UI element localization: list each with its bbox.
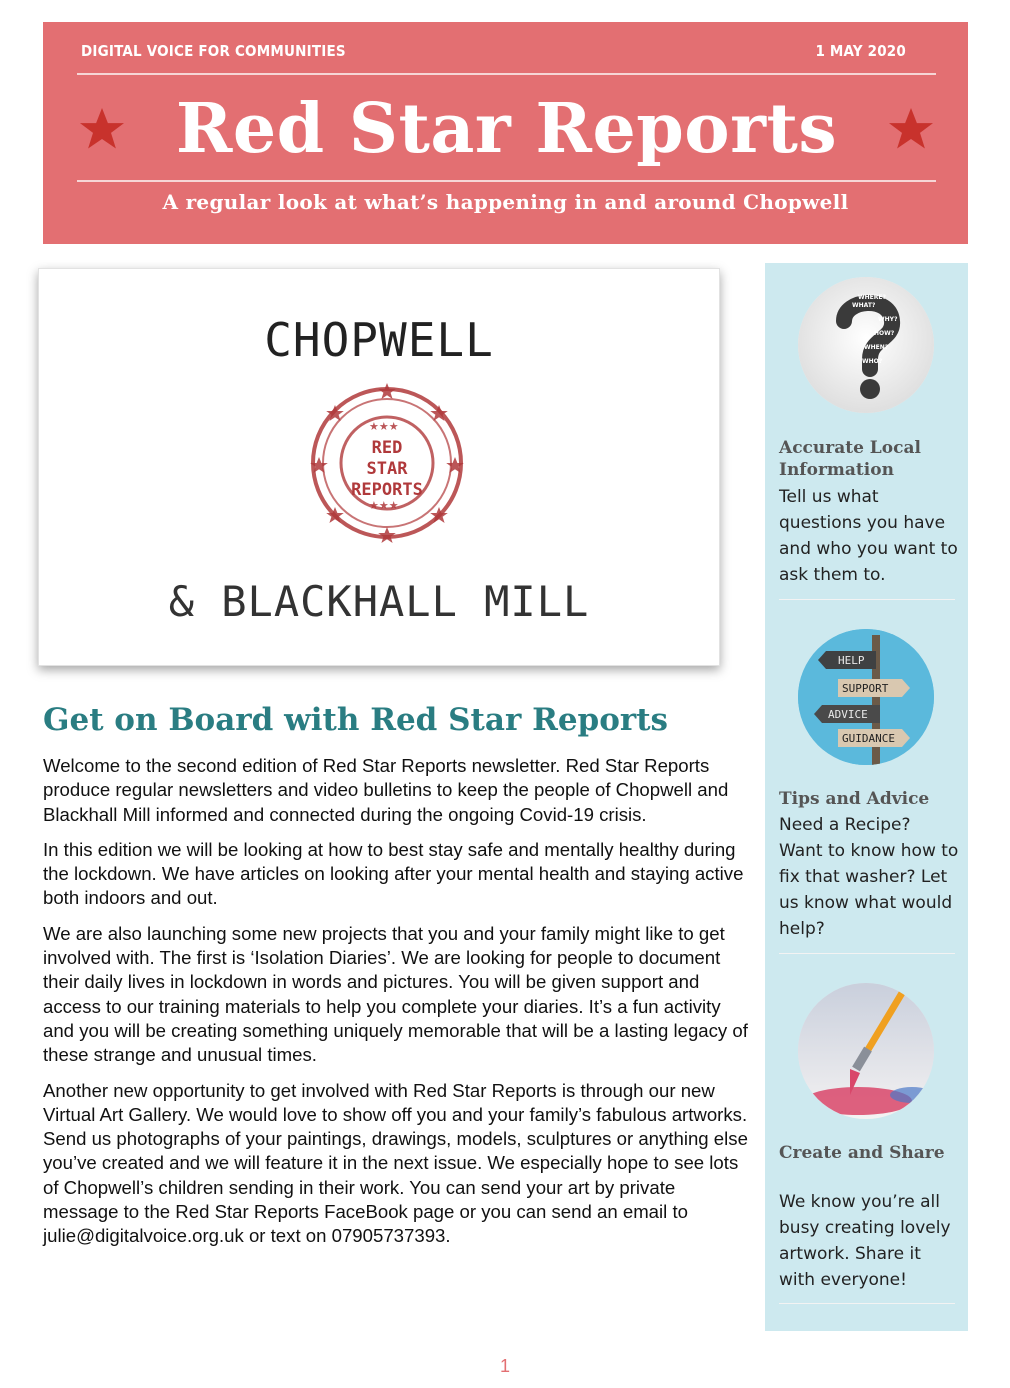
stamp-line-3: REPORTS <box>351 480 423 500</box>
article-paragraph: We are also launching some new projects that you and your family might like to get involved with. The first is ‘Isolation Diaries’. We are looking for people to document their daily lives in lockdown in words and pictures. You will be given support and access to our training materials to help you complete your diaries. It’s a fun activity and you will be creating something uniquely memorable that will be a lasting legacy of these strange and unusual times. <box>43 922 748 1066</box>
star-right-icon <box>886 104 936 154</box>
question-word: WHY? <box>878 316 898 323</box>
sign-word: HELP <box>838 654 865 667</box>
sidebar-divider <box>779 1303 955 1304</box>
svg-text:★★★: ★★★ <box>369 420 399 433</box>
sign-word: GUIDANCE <box>842 732 895 745</box>
sign-word: ADVICE <box>828 708 868 721</box>
sidebar-item-title: Accurate Local Information <box>779 438 921 480</box>
publisher-label: DIGITAL VOICE FOR COMMUNITIES <box>81 42 346 60</box>
sign-word: SUPPORT <box>842 682 889 695</box>
svg-text:★★★: ★★★ <box>369 499 399 512</box>
logo-top-text: CHOPWELL <box>264 313 494 367</box>
masthead-rule-bottom <box>77 180 936 182</box>
article-paragraph: In this edition we will be looking at how to best stay safe and mentally healthy during the lockdown. We have articles on looking after your mental health and staying active both indoors and out. <box>43 838 744 909</box>
article-headline: Get on Board with Red Star Reports <box>43 702 669 738</box>
question-word: WHAT? <box>852 302 876 309</box>
logo-card <box>38 268 720 666</box>
masthead-rule-top <box>77 73 936 75</box>
paintbrush-icon <box>798 983 934 1119</box>
question-word: WHEN? <box>864 344 889 351</box>
article-paragraph: Welcome to the second edition of Red Star Reports newsletter. Red Star Reports produce regular newsletters and video bulletins to keep the people of Chopwell and Blackhall Mill informed and connected during the ongoing Covid-19 crisis. <box>43 755 729 825</box>
masthead <box>43 22 968 244</box>
article-body <box>43 754 748 1260</box>
logo-bottom-text: & BLACKHALL MILL <box>168 577 590 626</box>
question-word: HOW? <box>874 330 895 337</box>
masthead-top-bar <box>81 40 906 62</box>
newsletter-title: Red Star Reports <box>175 89 838 169</box>
sidebar-item-title: Create and Share <box>779 1143 945 1163</box>
question-mark-icon <box>798 277 934 413</box>
question-word: WHERE? <box>858 294 886 301</box>
signpost-icon <box>798 629 934 765</box>
question-word: WHO? <box>862 358 883 365</box>
article-paragraph: Another new opportunity to get involved with Red Star Reports is through our new Virtual Art Gallery. We would love to show off you and your family’s fabulous artworks. Send us photographs of your paintings, drawings, models, sculptures or anything else you’ve created and we will feature it in the next issue. We especially hope to see lots of Chopwell’s children sending in their work. You can send your art by private message to the Red Star Reports FaceBook page or you can send an email to julie@digitalvoice.org.uk or text on 07905737393. <box>43 1079 748 1247</box>
issue-date: 1 MAY 2020 <box>815 42 906 60</box>
stamp-line-2: STAR <box>366 459 408 479</box>
sidebar-item-title: Tips and Advice <box>779 789 930 809</box>
sidebar-divider <box>779 953 955 954</box>
star-left-icon <box>77 104 127 154</box>
red-star-stamp-logo <box>309 375 465 555</box>
page-number: 1 <box>499 1356 510 1376</box>
sidebar <box>765 263 968 1331</box>
newsletter-subtitle: A regular look at what’s happening in and around Chopwell <box>162 190 849 214</box>
sidebar-item-text: Need a Recipe? Want to know how to fix that washer? Let us know what would help? <box>779 815 959 939</box>
sidebar-divider <box>779 599 955 600</box>
stamp-line-1: RED <box>371 438 403 458</box>
sidebar-item-text: Tell us what questions you have and who you want to ask them to. <box>779 487 958 585</box>
masthead-title-row <box>77 84 936 174</box>
sidebar-item-text: We know you’re all busy creating lovely artwork. Share it with everyone! <box>779 1192 951 1290</box>
